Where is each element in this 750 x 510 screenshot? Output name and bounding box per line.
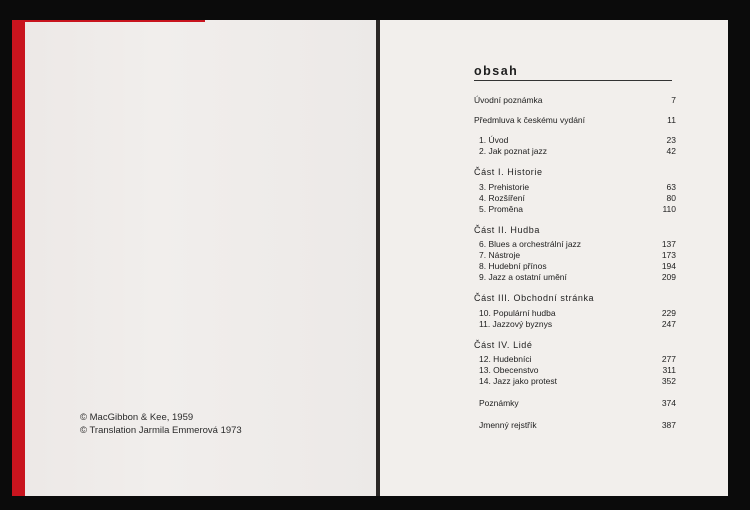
toc-part-heading	[0, 340, 750, 352]
toc-entry	[0, 204, 750, 216]
toc-entry-label: 2. Jak poznat jazz	[479, 146, 548, 156]
toc-entry	[0, 272, 750, 284]
toc-part-label: Část II. Hudba	[474, 225, 540, 235]
copyright-original: © MacGibbon & Kee, 1959	[80, 412, 194, 423]
copyright-translation: © Translation Jarmila Emmerová 1973	[80, 425, 242, 436]
toc-entry-label: Jmenný rejstřík	[479, 420, 537, 430]
toc-entry-page: 63	[666, 182, 676, 192]
toc-entry-page: 277	[661, 354, 676, 364]
toc-part-heading	[0, 167, 750, 179]
toc-entry-label: 14. Jazz jako protest	[479, 376, 557, 386]
toc-entry-page: 352	[661, 376, 676, 386]
toc-entry-page: 387	[661, 420, 676, 430]
toc-entry-page: 42	[666, 146, 676, 156]
toc-entry	[0, 376, 750, 388]
toc-entry-page: 247	[661, 319, 676, 329]
toc-entry-label: 9. Jazz a ostatní umění	[479, 272, 567, 282]
toc-part-heading	[0, 293, 750, 305]
toc-entry-label: 11. Jazzový byznys	[479, 319, 553, 329]
toc-title: obsah	[474, 64, 519, 78]
toc-part-label: Část I. Historie	[474, 167, 543, 177]
toc-entry	[0, 95, 750, 107]
toc-entry-page: 23	[666, 135, 676, 145]
toc-entry	[0, 319, 750, 331]
toc-entry	[0, 420, 750, 432]
toc-entry-label: 12. Hudebníci	[479, 354, 532, 364]
toc-entry-page: 311	[662, 365, 676, 375]
toc-entry-page: 11	[667, 115, 676, 125]
toc-entry-label: 8. Hudební přínos	[479, 261, 547, 271]
toc-entry-page: 194	[661, 261, 676, 271]
toc-entry-page: 173	[661, 250, 676, 260]
toc-entry-label: 6. Blues a orchestrální jazz	[479, 239, 582, 249]
red-top-edge	[25, 20, 205, 22]
toc-entry	[0, 115, 750, 127]
toc-entry-page: 209	[661, 272, 676, 282]
toc-entry-label: 7. Nástroje	[479, 250, 521, 260]
toc-title-rule	[474, 80, 672, 81]
toc-entry-page: 137	[661, 239, 676, 249]
toc-entry-page: 110	[662, 204, 676, 214]
toc-part-heading	[0, 225, 750, 237]
toc-entry-label: 13. Obecenstvo	[479, 365, 539, 375]
toc-entry-page: 80	[666, 193, 676, 203]
toc-entry-page: 374	[661, 398, 676, 408]
toc-entry-label: 10. Populární hudba	[479, 308, 556, 318]
toc-part-label: Část IV. Lidé	[474, 340, 533, 350]
toc-entry-label: 4. Rozšíření	[479, 193, 525, 203]
toc-entry-page: 7	[671, 95, 676, 105]
toc-entry-label: 3. Prehistorie	[479, 182, 530, 192]
toc-entry-label: 5. Proměna	[479, 204, 523, 214]
toc-entry-label: 1. Úvod	[479, 135, 509, 145]
toc-part-label: Část III. Obchodní stránka	[474, 293, 595, 303]
toc-entry	[0, 146, 750, 158]
toc-entry	[0, 398, 750, 410]
toc-entry-page: 229	[661, 308, 676, 318]
toc-entry-label: Předmluva k českému vydání	[474, 115, 586, 125]
toc-entry-label: Poznámky	[479, 398, 519, 408]
toc-entry-label: Úvodní poznámka	[474, 95, 543, 105]
